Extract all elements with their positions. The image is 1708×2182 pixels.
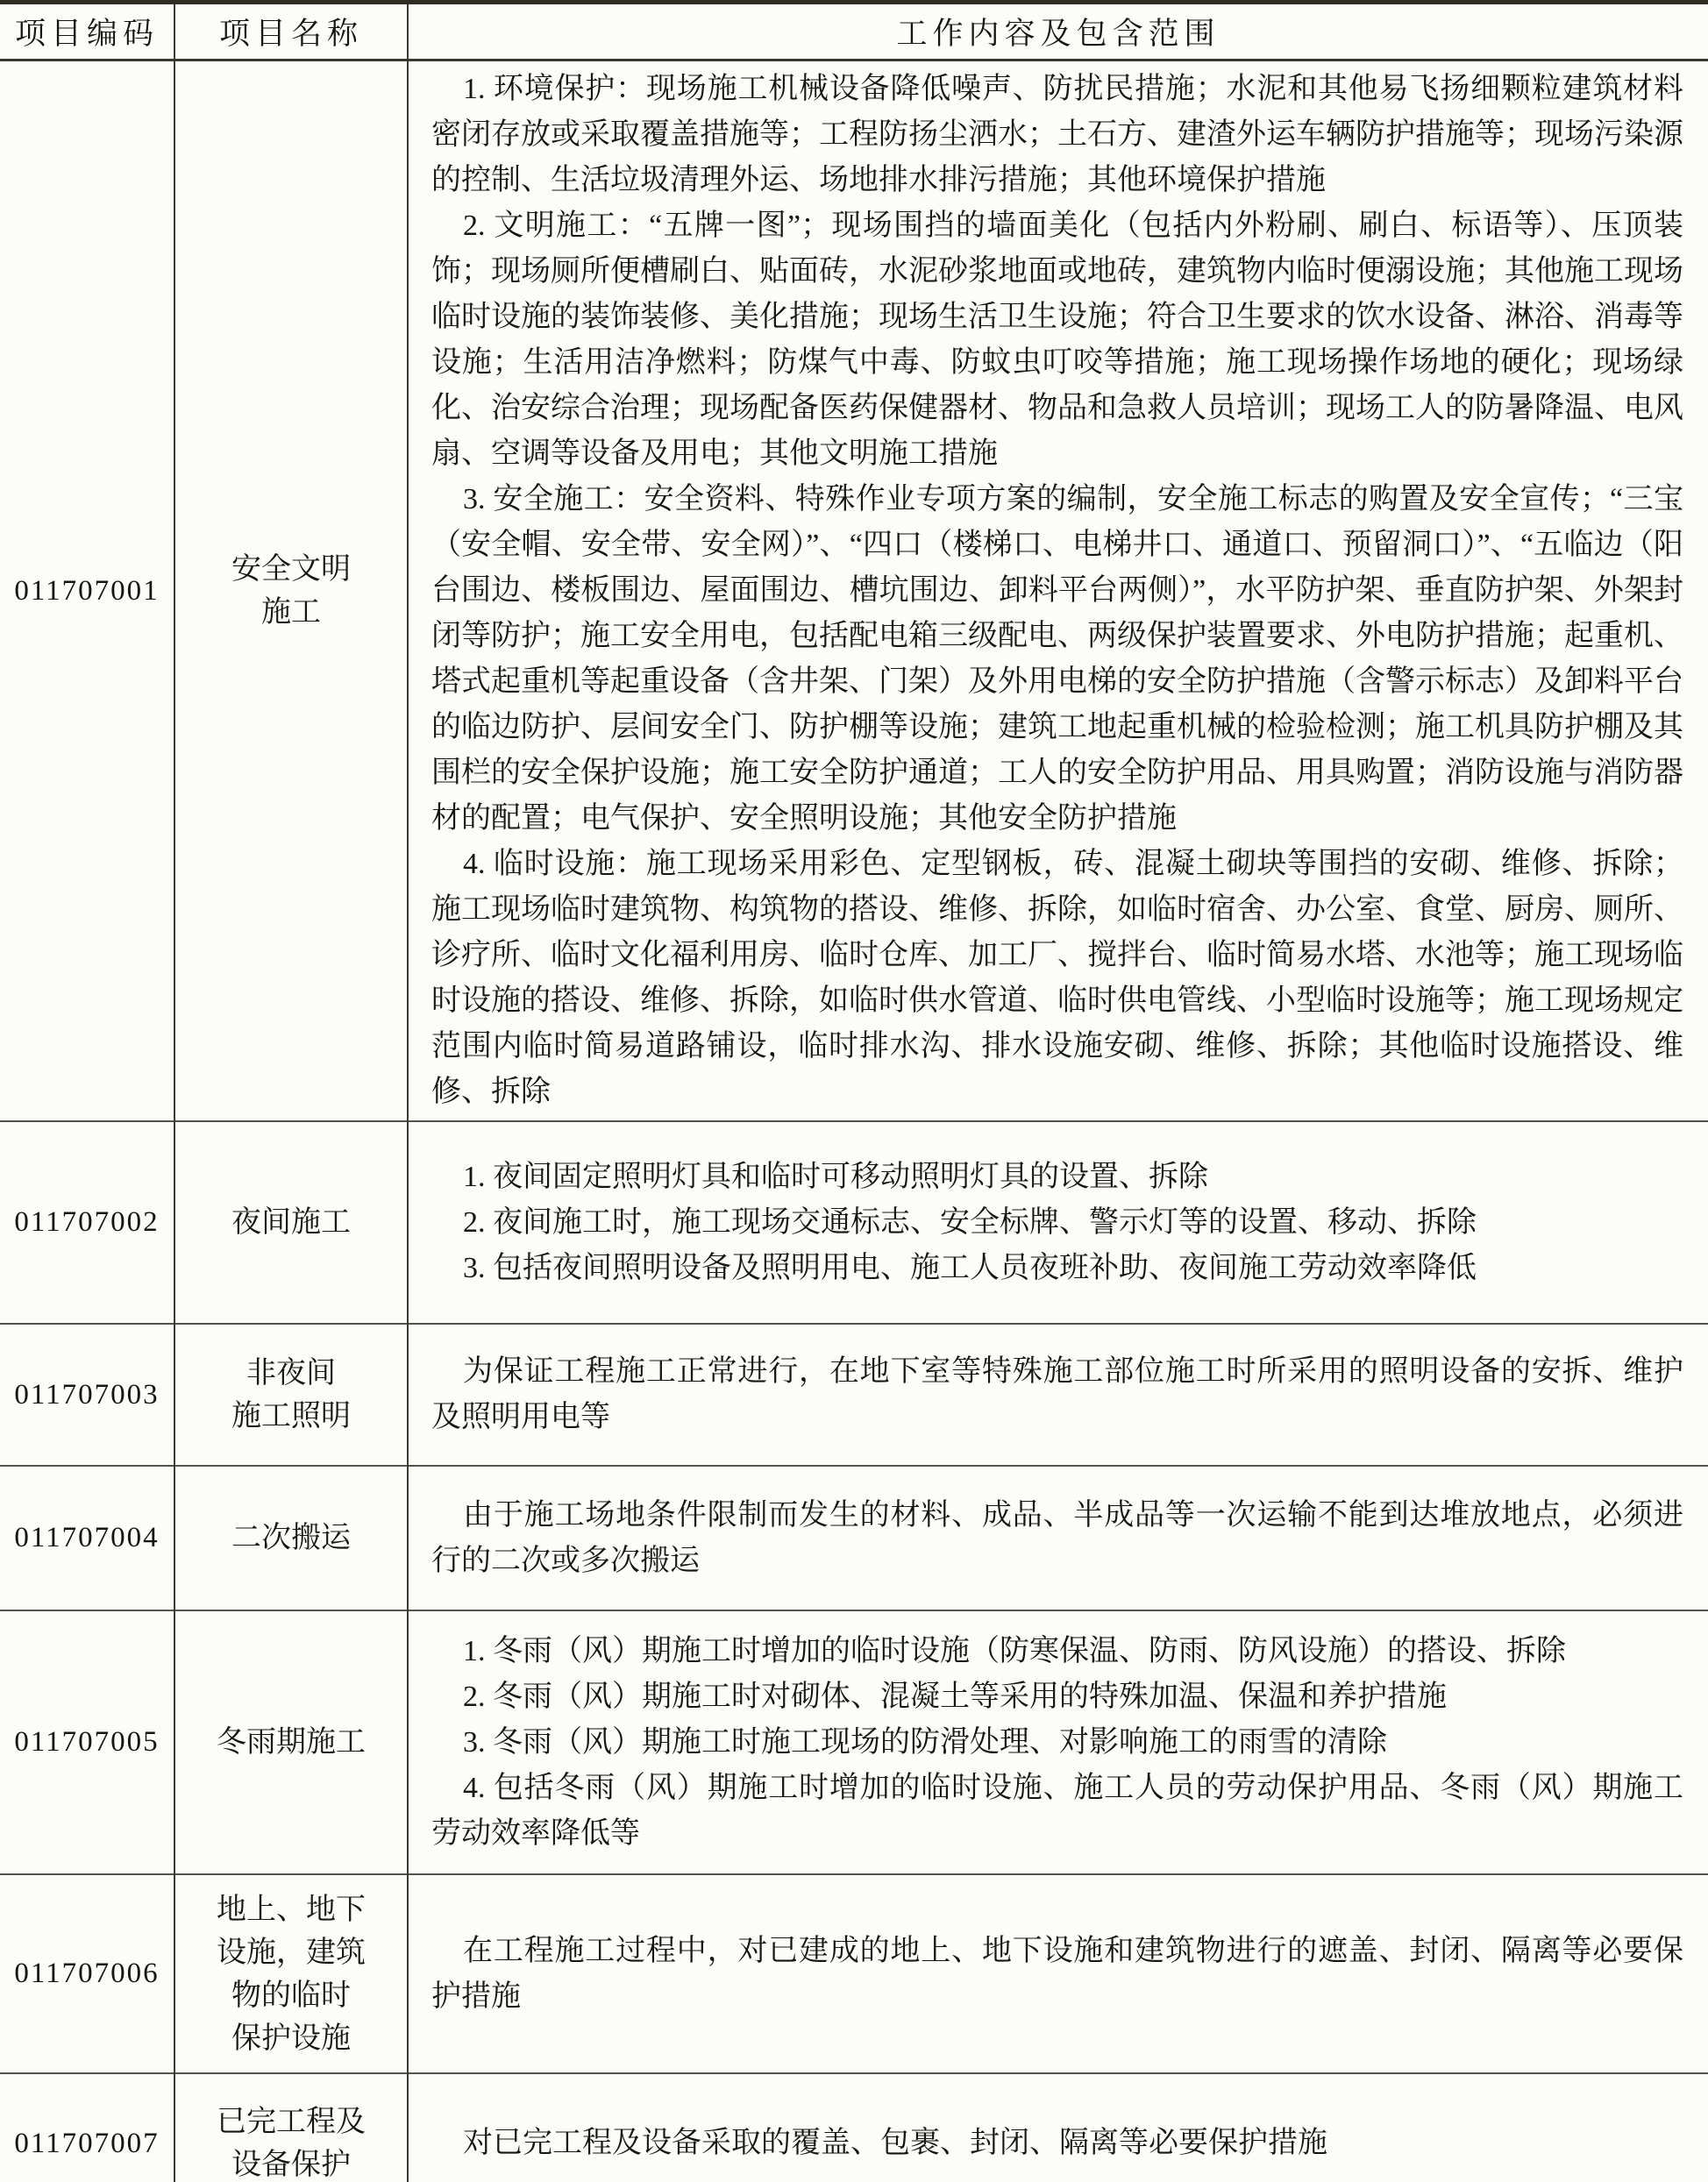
work-content-paragraph: 3. 包括夜间照明设备及照明用电、施工人员夜班补助、夜间施工劳动效率降低: [463, 1251, 1477, 1284]
work-content: [408, 1874, 1708, 2073]
project-name: [174, 60, 408, 1122]
project-code: 011707002: [0, 1121, 174, 1324]
table-row-011707007: [0, 2073, 1708, 2182]
project-name-line: 设施，建筑: [217, 1936, 366, 1969]
project-name: [174, 1610, 408, 1874]
project-name-line: 安全文明: [231, 553, 351, 586]
project-name: [174, 1874, 408, 2073]
work-content-paragraph: 4. 临时设施：施工现场采用彩色、定型钢板，砖、混凝土砌块等围挡的安砌、维修、拆除；施工现场临时建筑物、构筑物的搭设、维修、拆除，如临时宿舍、办公室、食堂、厨房、厕所、诊疗所、临时文化福利用房、临时仓库、加工厂、搅拌台、临时简易水塔、水池等；施工现场临时设施的搭设、维修、拆除，如临时供水管道、临时供电管线、小型临时设施等；施工现场规定范围内临时简易道路铺设，临时排水沟、排水设施安砌、维修、拆除；其他临时设施搭设、维修、拆除: [431, 848, 1683, 1108]
table-row-011707003: [0, 1324, 1708, 1466]
project-name: [174, 2073, 408, 2182]
project-name: [174, 1121, 408, 1324]
work-content: [408, 60, 1708, 1122]
project-name-line: 保护设施: [231, 2022, 351, 2055]
table-row-011707004: [0, 1466, 1708, 1610]
work-content-paragraph: 由于施工场地条件限制而发生的材料、成品、半成品等一次运输不能到达堆放地点，必须进行的二次或多次搬运: [431, 1498, 1683, 1577]
project-code: 011707001: [0, 60, 174, 1122]
table-row-011707002: [0, 1121, 1708, 1324]
work-content: [408, 1324, 1708, 1466]
column-header-project-name: 项目名称: [174, 3, 408, 60]
work-content-paragraph: 1. 环境保护：现场施工机械设备降低噪声、防扰民措施；水泥和其他易飞扬细颗粒建筑材料密闭存放或采取覆盖措施等；工程防扬尘洒水；土石方、建渣外运车辆防护措施等；现场污染源的控制、生活垃圾清理外运、场地排水排污措施；其他环境保护措施: [431, 73, 1683, 196]
project-name-line: 施工: [261, 596, 321, 629]
project-name-line: 冬雨期施工: [217, 1726, 366, 1759]
work-content-paragraph: 3. 冬雨（风）期施工时施工现场的防滑处理、对影响施工的雨雪的清除: [463, 1725, 1387, 1759]
project-name: [174, 1324, 408, 1466]
project-name-line: 二次搬运: [231, 1522, 351, 1554]
project-name-line: 已完工程及: [217, 2106, 366, 2139]
project-code: 011707003: [0, 1324, 174, 1466]
column-header-work-content: 工作内容及包含范围: [408, 3, 1708, 60]
project-code: 011707006: [0, 1874, 174, 2073]
header-row: [0, 3, 1708, 60]
project-name-line: 夜间施工: [231, 1206, 351, 1239]
work-content-paragraph: 1. 冬雨（风）期施工时增加的临时设施（防寒保温、防雨、防风设施）的搭设、拆除: [463, 1634, 1566, 1667]
column-header-project-code: 项目编码: [0, 3, 174, 60]
project-code: 011707005: [0, 1610, 174, 1874]
work-content-paragraph: 对已完工程及设备采取的覆盖、包裹、封闭、隔离等必要保护措施: [463, 2127, 1327, 2160]
project-name-line: 非夜间: [246, 1357, 336, 1390]
project-code: 011707004: [0, 1466, 174, 1610]
project-name-line: 施工照明: [231, 1400, 351, 1432]
work-content-paragraph: 2. 夜间施工时，施工现场交通标志、安全标牌、警示灯等的设置、移动、拆除: [463, 1205, 1477, 1239]
table-row-011707001: [0, 60, 1708, 1122]
table-row-011707005: [0, 1610, 1708, 1874]
project-name-line: 地上、地下: [217, 1893, 366, 1926]
work-content-paragraph: 1. 夜间固定照明灯具和临时可移动照明灯具的设置、拆除: [463, 1160, 1208, 1193]
work-content: [408, 1466, 1708, 1610]
work-content-paragraph: 4. 包括冬雨（风）期施工时增加的临时设施、施工人员的劳动保护用品、冬雨（风）期施工劳动效率降低等: [431, 1771, 1683, 1850]
work-content-paragraph: 为保证工程施工正常进行，在地下室等特殊施工部位施工时所采用的照明设备的安拆、维护及照明用电等: [431, 1355, 1683, 1433]
work-content-paragraph: 2. 冬雨（风）期施工时对砌体、混凝土等采用的特殊加温、保温和养护措施: [463, 1680, 1447, 1713]
work-content: [408, 2073, 1708, 2182]
work-content: [408, 1610, 1708, 1874]
work-content: [408, 1121, 1708, 1324]
table-row-011707006: [0, 1874, 1708, 2073]
work-content-paragraph: 在工程施工过程中，对已建成的地上、地下设施和建筑物进行的遮盖、封闭、隔离等必要保护措施: [431, 1934, 1683, 2013]
work-content-paragraph: 2. 文明施工：“五牌一图”；现场围挡的墙面美化（包括内外粉刷、刷白、标语等）、压顶装饰；现场厕所便槽刷白、贴面砖，水泥砂浆地面或地砖，建筑物内临时便溺设施；其他施工现场临时设施的装饰装修、美化措施；现场生活卫生设施；符合卫生要求的饮水设备、淋浴、消毒等设施；生活用洁净燃料；防煤气中毒、防蚊虫叮咬等措施；施工现场操作场地的硬化；现场绿化、治安综合治理；现场配备医药保健器材、物品和急救人员培训；现场工人的防暑降温、电风扇、空调等设备及用电；其他文明施工措施: [431, 210, 1683, 470]
project-name: [174, 1466, 408, 1610]
project-code: 011707007: [0, 2073, 174, 2182]
project-name-line: 物的临时: [231, 1979, 351, 2012]
project-name-line: 设备保护: [231, 2149, 351, 2182]
work-content-paragraph: 3. 安全施工：安全资料、特殊作业专项方案的编制，安全施工标志的购置及安全宣传；“三宝（安全帽、安全带、安全网）”、“四口（楼梯口、电梯井口、通道口、预留洞口）”、“五临边（阳台围边、楼板围边、屋面围边、槽坑围边、卸料平台两侧）”，水平防护架、垂直防护架、外架封闭等防护；施工安全用电，包括配电箱三级配电、两级保护装置要求、外电防护措施；起重机、塔式起重机等起重设备（含井架、门架）及外用电梯的安全防护措施（含警示标志）及卸料平台的临边防护、层间安全门、防护棚等设施；建筑工地起重机械的检验检测；施工机具防护棚及其围栏的安全保护设施；施工安全防护通道；工人的安全防护用品、用具购置；消防设施与消防器材的配置；电气保护、安全照明设施；其他安全防护措施: [431, 483, 1683, 835]
